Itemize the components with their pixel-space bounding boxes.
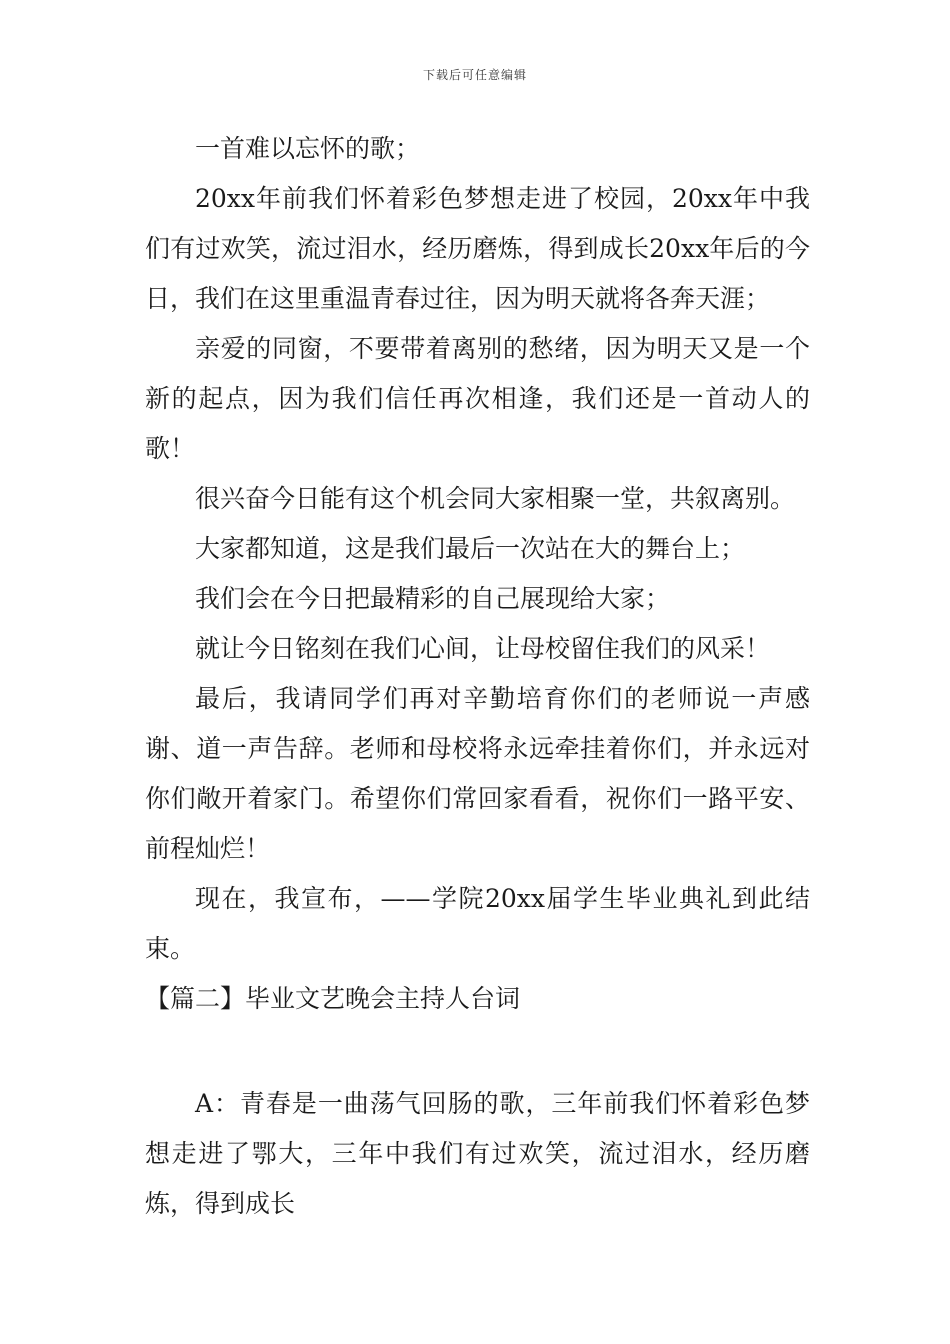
paragraph-2: 20xx年前我们怀着彩色梦想走进了校园，20xx年中我们有过欢笑，流过泪水，经历磨炼，得到成长20xx年后的今日，我们在这里重温青春过往，因为明天就将各奔天涯； [145, 184, 810, 313]
paragraph-8: 最后，我请同学们再对辛勤培育你们的老师说一声感谢、道一声告辞。老师和母校将永远牵挂着你们，并永远对你们敞开着家门。希望你们常回家看看，祝你们一路平安、前程灿烂！ [145, 684, 810, 863]
paragraph-5: 大家都知道，这是我们最后一次站在大的舞台上； [195, 534, 746, 563]
document-body [145, 124, 810, 1229]
paragraph-9: 现在，我宣布，——学院20xx届学生毕业典礼到此结束。 [145, 884, 810, 963]
section-paragraph-1: A：青春是一曲荡气回肠的歌，三年前我们怀着彩色梦想走进了鄂大，三年中我们有过欢笑，流过泪水，经历磨炼，得到成长 [145, 1089, 810, 1218]
paragraph-4: 很兴奋今日能有这个机会同大家相聚一堂，共叙离别。 [195, 484, 796, 513]
paragraph-3: 亲爱的同窗，不要带着离别的愁绪，因为明天又是一个新的起点，因为我们信任再次相逢，我们还是一首动人的歌！ [145, 334, 810, 463]
paragraph-1: 一首难以忘怀的歌； [195, 134, 421, 163]
paragraph-7: 就让今日铭刻在我们心间，让母校留住我们的风采！ [195, 634, 771, 663]
paragraph-6: 我们会在今日把最精彩的自己展现给大家； [195, 584, 671, 613]
page-header: 下载后可任意编辑 [422, 68, 527, 82]
section-spacer [145, 1024, 810, 1079]
section-heading: 【篇二】毕业文艺晚会主持人台词 [145, 984, 521, 1013]
